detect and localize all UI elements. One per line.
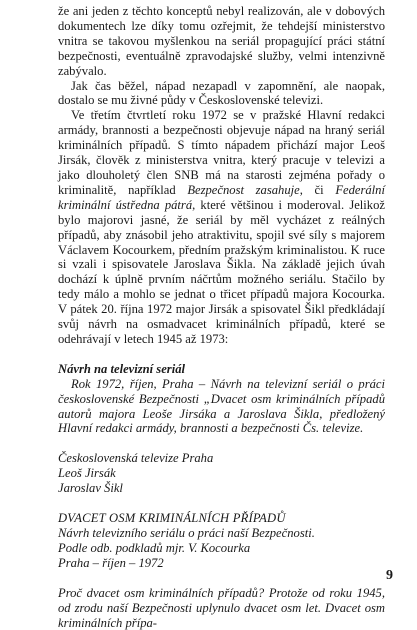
body-text	[58, 4, 385, 630]
closing-paragraph	[58, 586, 385, 630]
signatory-line: Leoš Jirsák	[58, 466, 116, 481]
paragraph-3-text-a: Ve třetím čtvrtletí roku 1972 se v pražské Hlavní redakci armády, brannosti a bezpečnosti objevuje nápad na hraný seriál kriminálních případů. S tímto nápadem přichází major Leoš Jirsák, člověk z ministerstva vnitra, který pracuje v televizi a jako dlouholetý člen SNB má na starosti zejména pořady o kriminalitě, například	[58, 108, 385, 197]
proposal-title-block	[58, 511, 385, 571]
proposal-date: Praha – říjen – 1972	[58, 555, 164, 570]
signatory-line: Jaroslav Šikl	[58, 481, 123, 496]
proposal-subtitle: Návrh televizního seriálu o práci naší Bezpečnosti.	[58, 526, 315, 540]
program-title-bezpecnost-zasahuje: Bezpečnost zasahuje	[187, 182, 300, 197]
page-number: 9	[386, 568, 393, 583]
signatory-line: Československá televize Praha	[58, 451, 214, 466]
signatories	[58, 451, 385, 496]
document-heading: Návrh na televizní seriál	[58, 361, 185, 376]
paragraph-3-text-c: , které většinou i moderoval. Jelikož bylo majorovi jasné, že seriál by měl vycházet z reálných případů, aby znásobil jeho atraktivitu, spojil své síly s majorem Václavem Kocourkem, předním pražským kriminalistou. K ruce si vzali i spisovatele Jaroslava Šikla. Na základě jejich úvah dochází k úplně prvním náčrtům možného seriálu. Stačilo by tedy málo a mohlo se jednat o třicet případů majora Kocourka. V pátek 20. října 1972 major Jirsák a spisovatel Šikl předkládají svůj návrh na osmadvacet kriminálních případů, které se odehrávají v letech 1945 až 1973:	[58, 197, 385, 346]
quoted-document	[58, 362, 385, 630]
closing-text: Proč dvacet osm kriminálních případů? Protože od roku 1945, od zrodu naší Bezpečnosti uplynulo dvacet osm let. Dvacet osm kriminálních přípa-	[58, 585, 385, 630]
paragraph-3-text-b: , či	[299, 182, 336, 197]
proposal-title: DVACET OSM KRIMINÁLNÍCH PŘÍPADŮ	[58, 511, 286, 526]
paragraph-2: Jak čas běžel, nápad nezapadl v zapomnění, ale naopak, dostalo se mu živné půdy v Československé televizi.	[58, 78, 385, 108]
program-title-fku-patra: Federální kriminální ústředna pátrá	[58, 182, 385, 212]
paragraph-1: že ani jeden z těchto konceptů nebyl realizován, ale v dobových dokumentech lze díky tomu ozřejmit, že tehdejší ministerstvo vnitra se takovou myšlenkou na seriál propagující práci státní bezpečnosti, eventuálně zpravodajské služby, velmi intenzivně zabývalo.	[58, 4, 385, 78]
document-body: Rok 1972, říjen, Praha – Návrh na televizní seriál o práci československé Bezpečnosti „Dvacet osm kriminálních případů autorů majora Leoše Jirsáka a Jaroslava Šikla, předložený Hlavní redakci armády, brannosti a bezpečnosti Čs. televize.	[58, 376, 385, 436]
paragraph-3	[58, 108, 385, 347]
proposal-source: Podle odb. podkladů mjr. V. Kocourka	[58, 540, 251, 555]
